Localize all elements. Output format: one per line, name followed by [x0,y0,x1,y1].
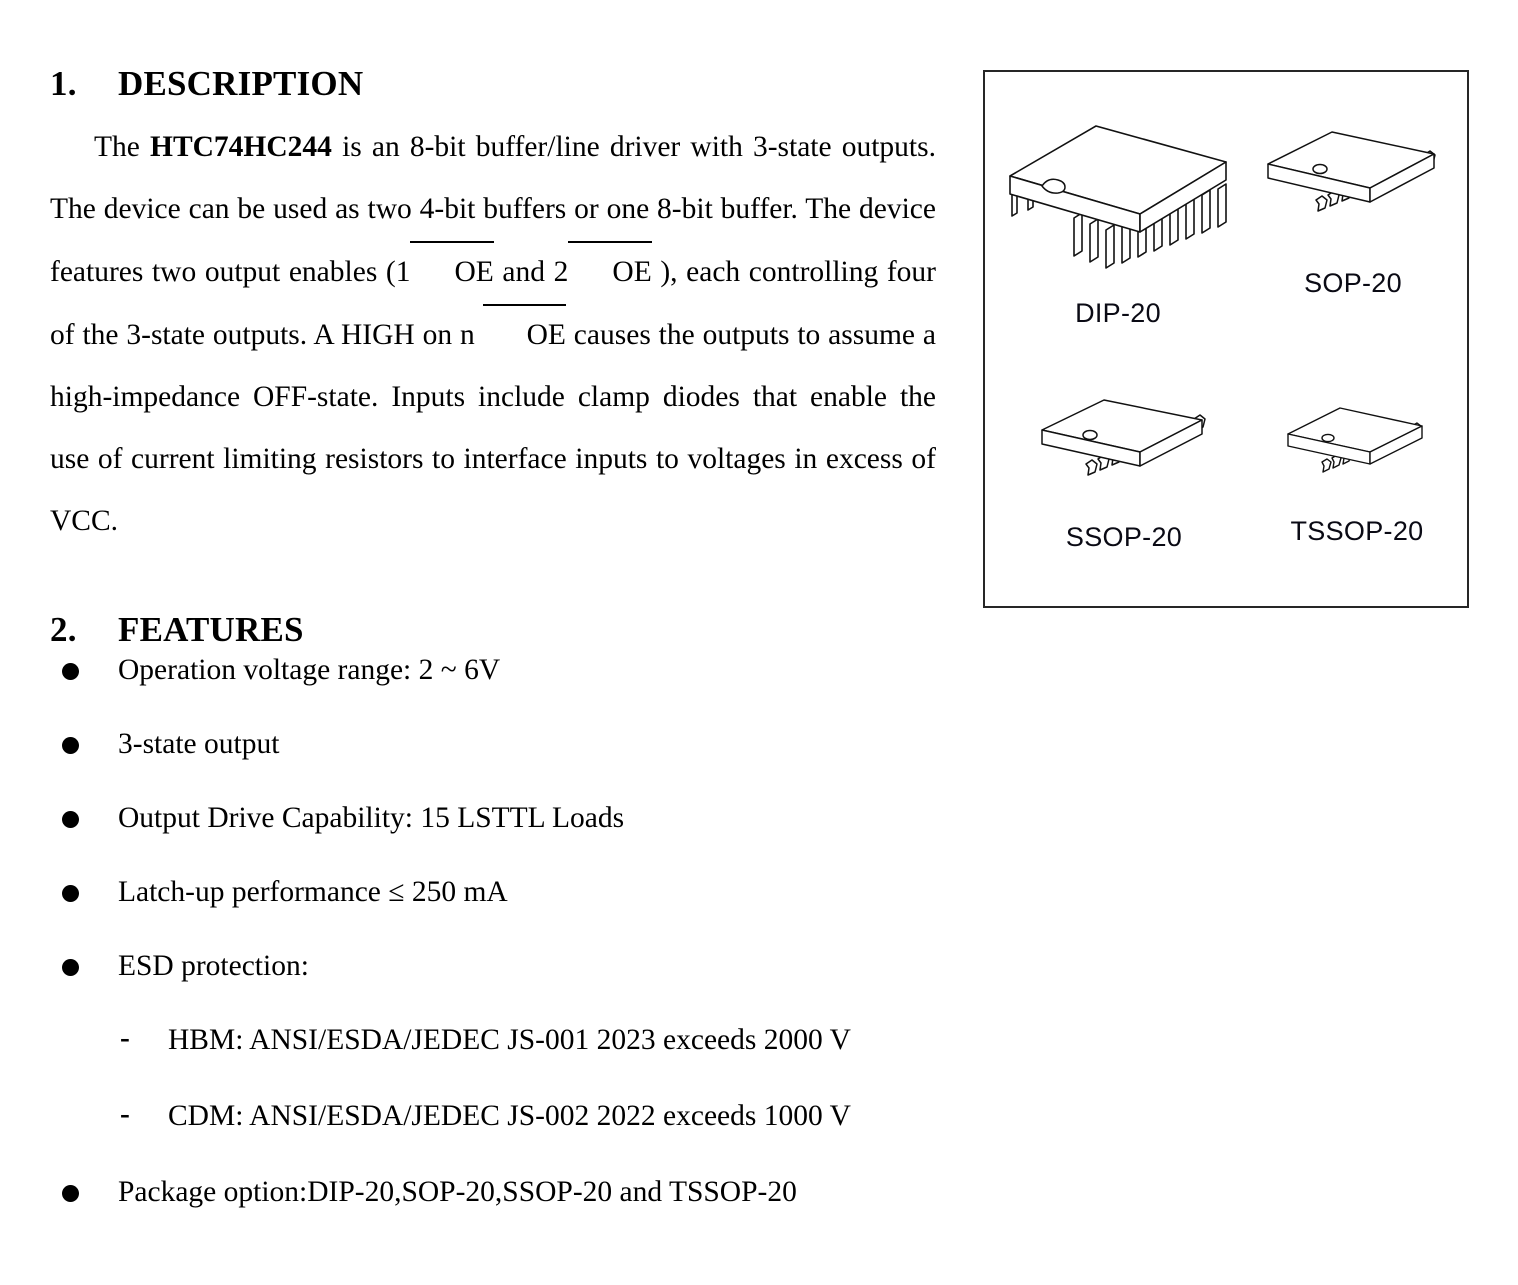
dash-icon: - [120,1022,130,1054]
description-text-and: and 2 [493,256,569,288]
dip-20-package-icon [998,114,1238,274]
package-cell-sop [1247,124,1459,299]
feature-label: Package option:DIP-20,SOP-20,SSOP-20 and TSSOP-20 [118,1176,797,1208]
feature-sublabel: HBM: ANSI/ESDA/JEDEC JS-001 2023 exceeds 2000 V [168,1024,851,1056]
feature-item [50,874,950,948]
description-heading-title: DESCRIPTION [118,64,364,103]
feature-label: Operation voltage range: 2 ~ 6V [118,654,501,686]
feature-item [50,948,950,1022]
package-label-tssop: TSSOP-20 [1290,516,1424,546]
description-section [50,62,936,552]
feature-sublabel: CDM: ANSI/ESDA/JEDEC JS-002 2022 exceeds 1000 V [168,1100,851,1132]
feature-label: ESD protection: [118,950,309,982]
feature-label: Output Drive Capability: 15 LSTTL Loads [118,802,625,834]
description-heading [50,62,936,106]
dash-icon: - [120,1098,130,1130]
package-label-ssop: SSOP-20 [1065,522,1183,552]
overline-oe-1: OE [410,240,493,303]
bullet-icon [62,663,79,680]
bullet-icon [62,1185,79,1202]
feature-label: Latch-up performance ≤ 250 mA [118,876,508,908]
feature-subitem [50,1022,950,1098]
sop-20-package-icon [1258,124,1448,244]
overline-oe-2: OE [568,240,651,303]
feature-item [50,800,950,874]
description-heading-number: 1. [50,64,77,103]
ssop-20-package-icon [1034,392,1214,502]
package-cell-dip [993,114,1243,329]
package-cell-tssop [1257,400,1457,547]
description-paragraph [50,116,936,552]
description-text-end: causes the outputs to assume a high-impedance OFF-state. Inputs include clamp diodes that enable the use of current limiting resistors to interface inputs to voltages in excess of VCC. [50,319,936,537]
package-cell-ssop [1009,392,1239,553]
bullet-icon [62,959,79,976]
features-section [50,608,950,1248]
description-text-lead: The [94,131,150,163]
features-heading [50,608,950,652]
feature-item [50,652,950,726]
feature-label: 3-state output [118,728,280,760]
package-figure-box [983,70,1469,608]
part-number: HTC74HC244 [150,131,332,163]
feature-subitem [50,1098,950,1174]
bullet-icon [62,885,79,902]
features-heading-number: 2. [50,610,77,649]
bullet-icon [62,811,79,828]
package-label-dip: DIP-20 [1075,298,1161,328]
bullet-icon [62,737,79,754]
features-list [50,652,950,1248]
features-heading-title: FEATURES [118,610,304,649]
overline-oe-3: OE [483,303,566,366]
tssop-20-package-icon [1282,400,1432,496]
description-text-mid: is an 8-bit buffer/line driver with 3-state outputs. The device can be used as two 4-bit buffers or one 8-bit buffer. The device features two output enables (1 [50,131,936,288]
package-label-sop: SOP-20 [1304,268,1402,298]
description-text-after-oe: ), each controlling four of the 3-state outputs. A HIGH on n [50,256,937,351]
feature-item [50,1174,950,1248]
feature-item [50,726,950,800]
